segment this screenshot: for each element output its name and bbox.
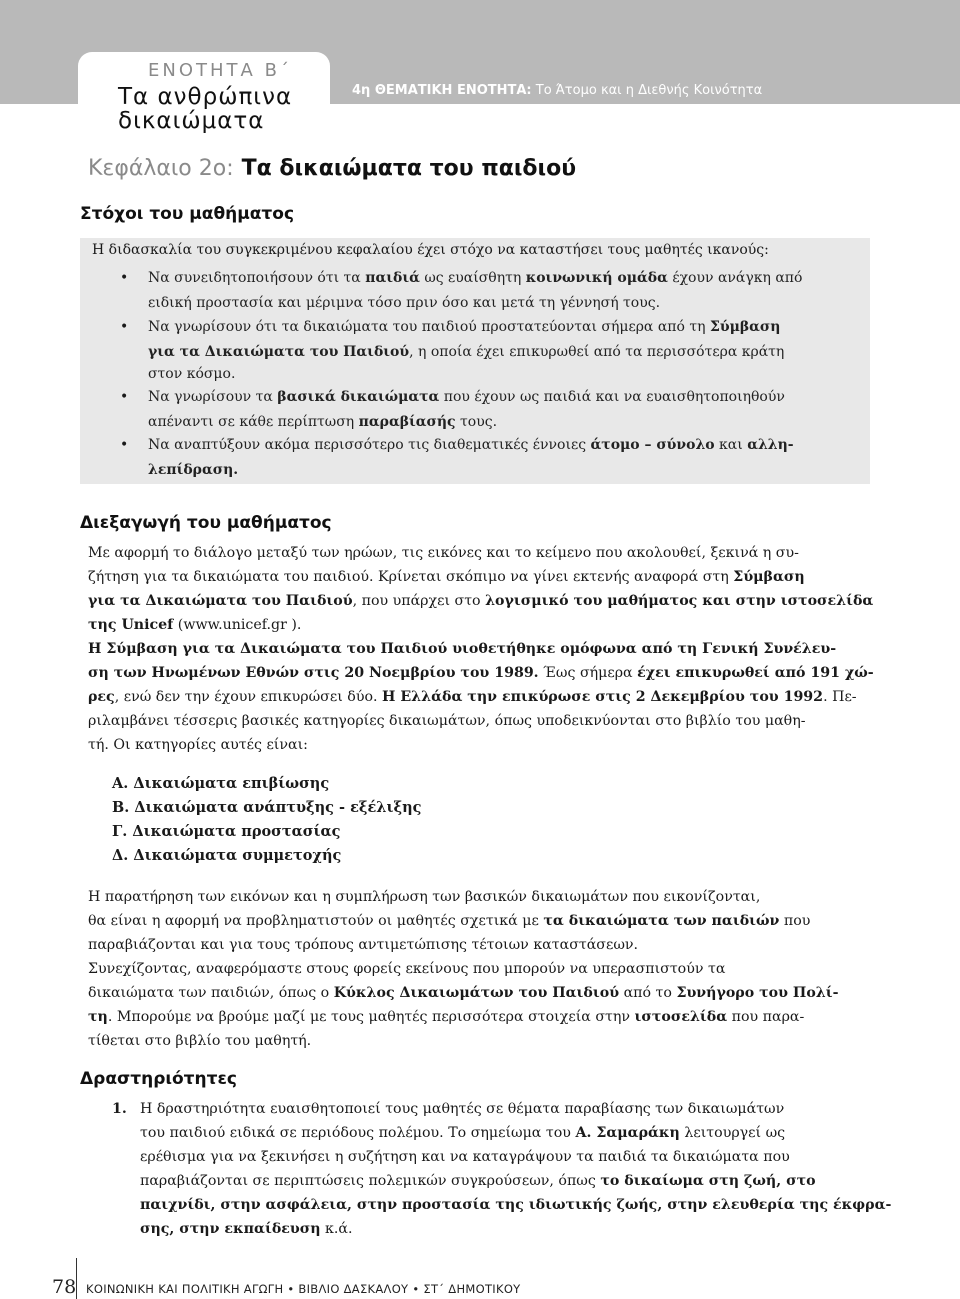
paragraph-3-line-4: τίθεται στο βιβλίο του μαθητή.	[88, 1033, 312, 1049]
conduct-heading: Διεξαγωγή του μαθήματος	[80, 513, 332, 533]
footer-book-title: ΚΟΙΝΩΝΙΚΗ ΚΑΙ ΠΟΛΙΤΙΚΗ ΑΓΩΓΗ • ΒΙΒΛΙΟ ΔΑΣΚΑΛΟΥ • ΣΤ΄ ΔΗΜΟΤΙΚΟΥ	[86, 1282, 521, 1296]
bullet-icon: •	[120, 270, 129, 286]
chapter-title	[88, 156, 576, 181]
objective-2-line-3: στον κόσμο.	[148, 366, 236, 382]
objective-3-line-1: Να γνωρίσουν τα βασικά δικαιώματα που έχουν ως παιδιά και να ευαισθητοποιηθούν	[148, 389, 785, 405]
conduct-line-3: για τα Δικαιώματα του Παιδιού, που υπάρχει στο λογισμικό του μαθήματος και στην ιστοσελίδα	[88, 593, 874, 609]
category-item: Β. Δικαιώματα ανάπτυξης - εξέλιξης	[112, 799, 422, 816]
unit-title-line-1: Τα ανθρώπινα	[118, 84, 293, 110]
category-item: Δ. Δικαιώματα συμμετοχής	[112, 847, 342, 864]
paragraph-2-line-1: Η παρατήρηση των εικόνων και η συμπλήρωση των βασικών δικαιωμάτων που εικονίζονται,	[88, 889, 761, 905]
conduct-line-8: ριλαμβάνει τέσσερις βασικές κατηγορίες δικαιωμάτων, όπως υποδεικνύονται στο βιβλίο του μαθη-	[88, 713, 806, 729]
thematic-unit-name: Το Άτομο και η Διεθνής Κοινότητα	[531, 83, 763, 98]
unit-title-line-2: δικαιώματα	[118, 108, 265, 134]
paragraph-3-line-2: δικαιώματα των παιδιών, όπως ο Κύκλος Δικαιωμάτων του Παιδιού από το Συνήγορο του Πολί-	[88, 985, 839, 1001]
objectives-heading: Στόχοι του μαθήματος	[80, 204, 295, 224]
page-number: 78	[52, 1276, 77, 1298]
chapter-name: Τα δικαιώματα του παιδιού	[241, 156, 577, 181]
conduct-line-2: ζήτηση για τα δικαιώματα του παιδιού. Κρίνεται σκόπιμο να γίνει εκτενής αναφορά στη Σύμβαση	[88, 569, 805, 585]
chapter-number: Κεφάλαιο 2ο:	[88, 156, 234, 181]
objectives-box	[80, 238, 870, 484]
conduct-line-5: Η Σύμβαση για τα Δικαιώματα του Παιδιού υιοθετήθηκε ομόφωνα από τη Γενική Συνέλευ-	[88, 641, 837, 657]
unit-label: ΕΝΟΤΗΤΑ Β΄	[148, 60, 292, 81]
thematic-unit-title	[352, 83, 762, 98]
objective-4-line-1: Να αναπτύξουν ακόμα περισσότερο τις διαθεματικές έννοιες άτομο – σύνολο και αλλη-	[148, 437, 794, 453]
objective-1-line-2: ειδική προστασία και μέριμνα τόσο πριν όσο και μετά τη γέννησή τους.	[148, 295, 661, 311]
paragraph-2-line-3: παραβιάζονται και για τους τρόπους αντιμετώπισης τέτοιων καταστάσεων.	[88, 937, 639, 953]
category-item: Γ. Δικαιώματα προστασίας	[112, 823, 341, 840]
activity-line-3: ερέθισμα για να ξεκινήσει η συζήτηση και να καταγράψουν τα παιδιά τα δικαιώματα που	[140, 1149, 790, 1165]
conduct-line-9: τή. Οι κατηγορίες αυτές είναι:	[88, 737, 308, 753]
paragraph-3-line-3: τη. Μπορούμε να βρούμε μαζί με τους μαθητές περισσότερα στοιχεία στην ιστοσελίδα που παρα-	[88, 1009, 805, 1025]
objective-1-line-1: Να συνειδητοποιήσουν ότι τα παιδιά ως ευαίσθητη κοινωνική ομάδα έχουν ανάγκη από	[148, 270, 803, 286]
paragraph-2-line-2: θα είναι η αφορμή να προβληματιστούν οι μαθητές σχετικά με τα δικαιώματα των παιδιών που	[88, 913, 811, 929]
activity-line-1: Η δραστηριότητα ευαισθητοποιεί τους μαθητές σε θέματα παραβίασης των δικαιωμάτων	[140, 1101, 785, 1117]
thematic-unit-label: 4η ΘΕΜΑΤΙΚΗ ΕΝΟΤΗΤΑ:	[352, 83, 532, 98]
conduct-line-7: ρες, ενώ δεν την έχουν επικυρώσει δύο. Η Ελλάδα την επικύρωσε στις 2 Δεκεμβρίου του 1992. Πε-	[88, 689, 857, 705]
activity-line-4: παραβιάζονται σε περιπτώσεις πολεμικών συγκρούσεων, όπως το δικαίωμα στη ζωή, στο	[140, 1173, 816, 1189]
objective-2-line-2: για τα Δικαιώματα του Παιδιού, η οποία έχει επικυρωθεί από τα περισσότερα κράτη	[148, 344, 785, 360]
bullet-icon: •	[120, 389, 129, 405]
activity-line-5: παιχνίδι, στην ασφάλεια, στην προστασία της ιδιωτικής ζωής, στην ελευθερία της έκφρα-	[140, 1197, 892, 1213]
activity-line-2: του παιδιού ειδικά σε περιόδους πολέμου. Το σημείωμα του Α. Σαμαράκη λειτουργεί ως	[140, 1125, 786, 1141]
bullet-icon: •	[120, 437, 129, 453]
objective-2-line-1: Να γνωρίσουν ότι τα δικαιώματα του παιδιού προστατεύονται σήμερα από τη Σύμβαση	[148, 319, 781, 335]
activities-heading: Δραστηριότητες	[80, 1069, 238, 1089]
activity-line-6: σης, στην εκπαίδευση κ.ά.	[140, 1221, 353, 1237]
category-item: Α. Δικαιώματα επιβίωσης	[112, 775, 330, 792]
activity-number: 1.	[112, 1101, 127, 1117]
conduct-line-6: ση των Ηνωμένων Εθνών στις 20 Νοεμβρίου του 1989. Έως σήμερα έχει επικυρωθεί από 191 χώ-	[88, 665, 874, 681]
paragraph-3-line-1: Συνεχίζοντας, αναφερόμαστε στους φορείς εκείνους που μπορούν να υπερασπιστούν τα	[88, 961, 726, 977]
unit-tab	[78, 52, 330, 160]
objectives-intro: Η διδασκαλία του συγκεκριμένου κεφαλαίου έχει στόχο να καταστήσει τους μαθητές ικανούς:	[92, 242, 769, 258]
bullet-icon: •	[120, 319, 129, 335]
conduct-line-1: Με αφορμή το διάλογο μεταξύ των ηρώων, τις εικόνες και το κείμενο που ακολουθεί, ξεκινά η συ-	[88, 545, 799, 561]
conduct-line-4: της Unicef (www.unicef.gr ).	[88, 617, 302, 633]
objective-3-line-2: απέναντι σε κάθε περίπτωση παραβίασής τους.	[148, 414, 498, 430]
objective-4-line-2: λεπίδραση.	[148, 462, 239, 478]
